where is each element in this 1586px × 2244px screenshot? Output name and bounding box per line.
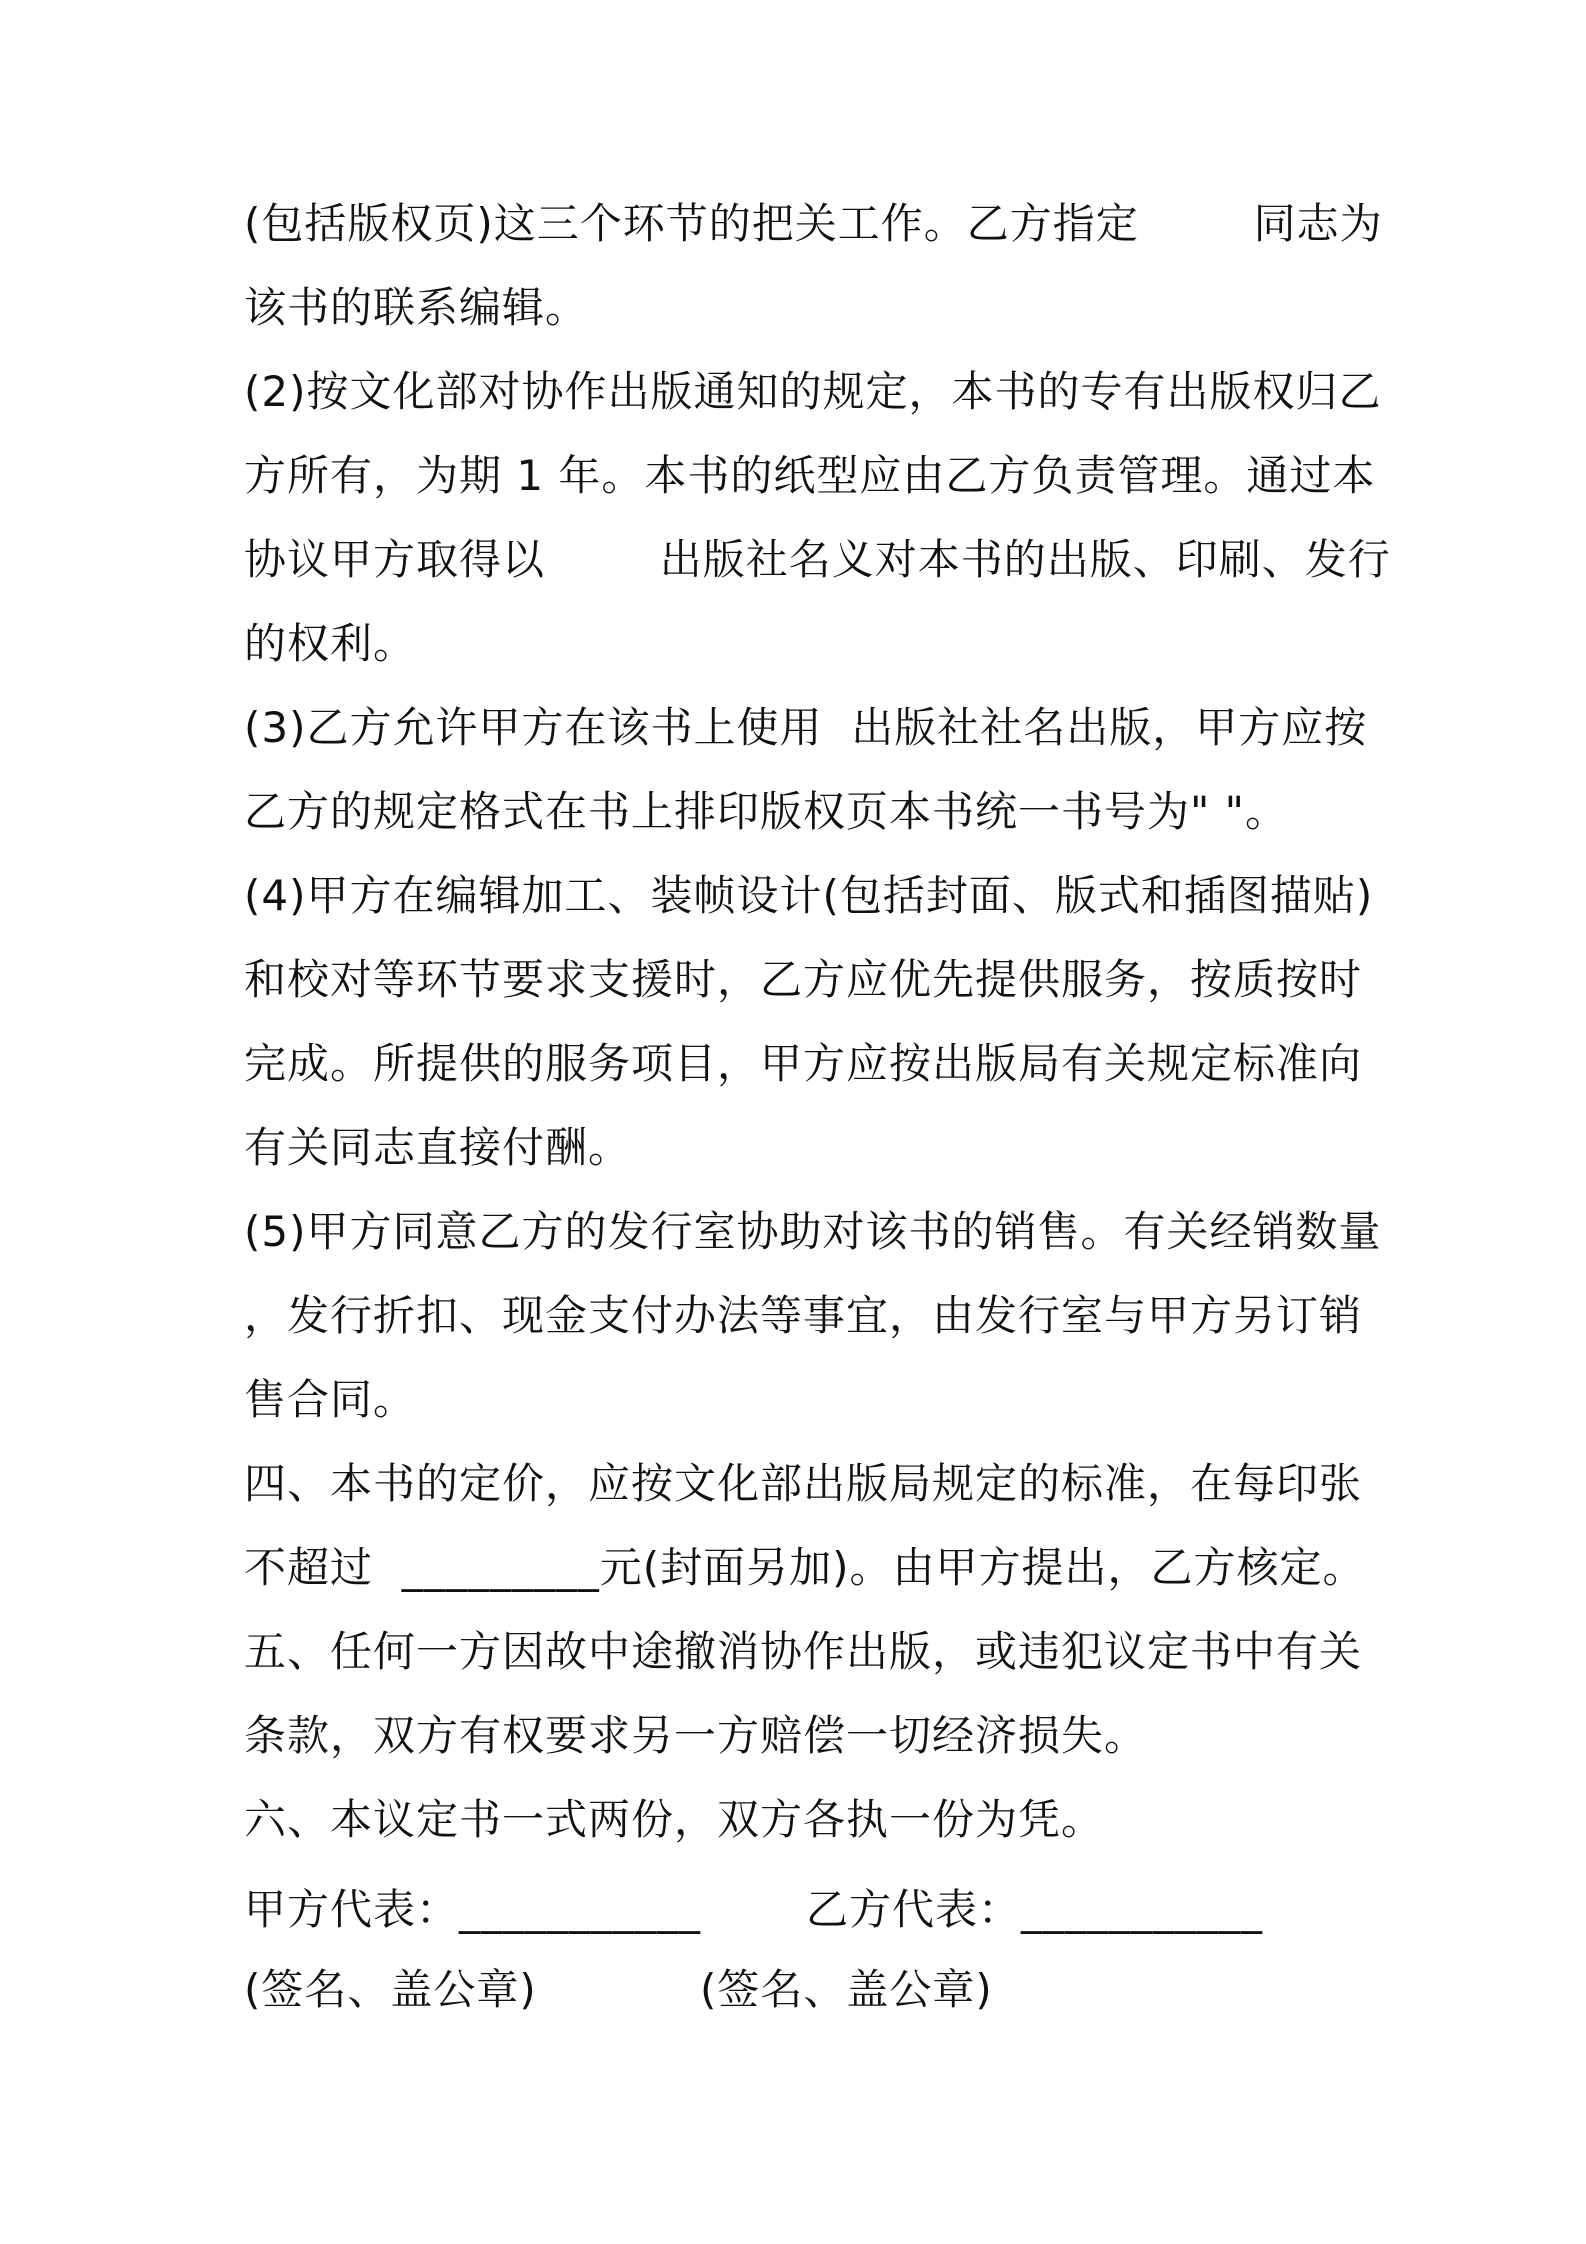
text-line: 条款，双方有权要求另一方赔偿一切经济损失。 [244,1711,1148,1760]
text-line: 乙方的规定格式在书上排印版权页本书统一书号为" "。 [244,787,1288,836]
text-line: 协议甲方取得以 出版社名义对本书的出版、印刷、发行 [244,535,1391,584]
text-line: (2)按文化部对协作出版通知的规定，本书的专有出版权归乙 [244,367,1382,416]
party-b-representative: 乙方代表：___________ [806,1885,1264,1934]
text-line: 不超过 _________元(封面另加)。由甲方提出，乙方核定。 [244,1543,1366,1592]
party-a-representative: 甲方代表：___________ [244,1885,702,1934]
text-line: ，发行折扣、现金支付办法等事宜，由发行室与甲方另订销 [244,1291,1363,1340]
text-line: 售合同。 [244,1375,417,1424]
party-b-signature-note: (签名、盖公章) [700,1965,993,2014]
text-line: 有关同志直接付酬。 [244,1123,632,1172]
text-line: (包括版权页)这三个环节的把关工作。乙方指定 同志为 [244,199,1383,248]
text-line: (4)甲方在编辑加工、装帧设计(包括封面、版式和插图描贴) [244,871,1374,920]
text-line: 和校对等环节要求支援时，乙方应优先提供服务，按质按时 [244,955,1363,1004]
text-line: 方所有，为期 1 年。本书的纸型应由乙方负责管理。通过本 [244,451,1376,500]
text-line: 五、任何一方因故中途撤消协作出版，或违犯议定书中有关 [244,1627,1363,1676]
text-line: 该书的联系编辑。 [244,283,589,332]
text-line: 的权利。 [244,619,417,668]
text-line: (3)乙方允许甲方在该书上使用 出版社社名出版，甲方应按 [244,703,1368,752]
text-line: (5)甲方同意乙方的发行室协助对该书的销售。有关经销数量 [244,1207,1382,1256]
text-line: 完成。所提供的服务项目，甲方应按出版局有关规定标准向 [244,1039,1363,1088]
text-line: 四、本书的定价，应按文化部出版局规定的标准，在每印张 [244,1459,1363,1508]
text-line: 六、本议定书一式两份，双方各执一份为凭。 [244,1795,1105,1844]
party-a-signature-note: (签名、盖公章) [244,1965,537,2014]
